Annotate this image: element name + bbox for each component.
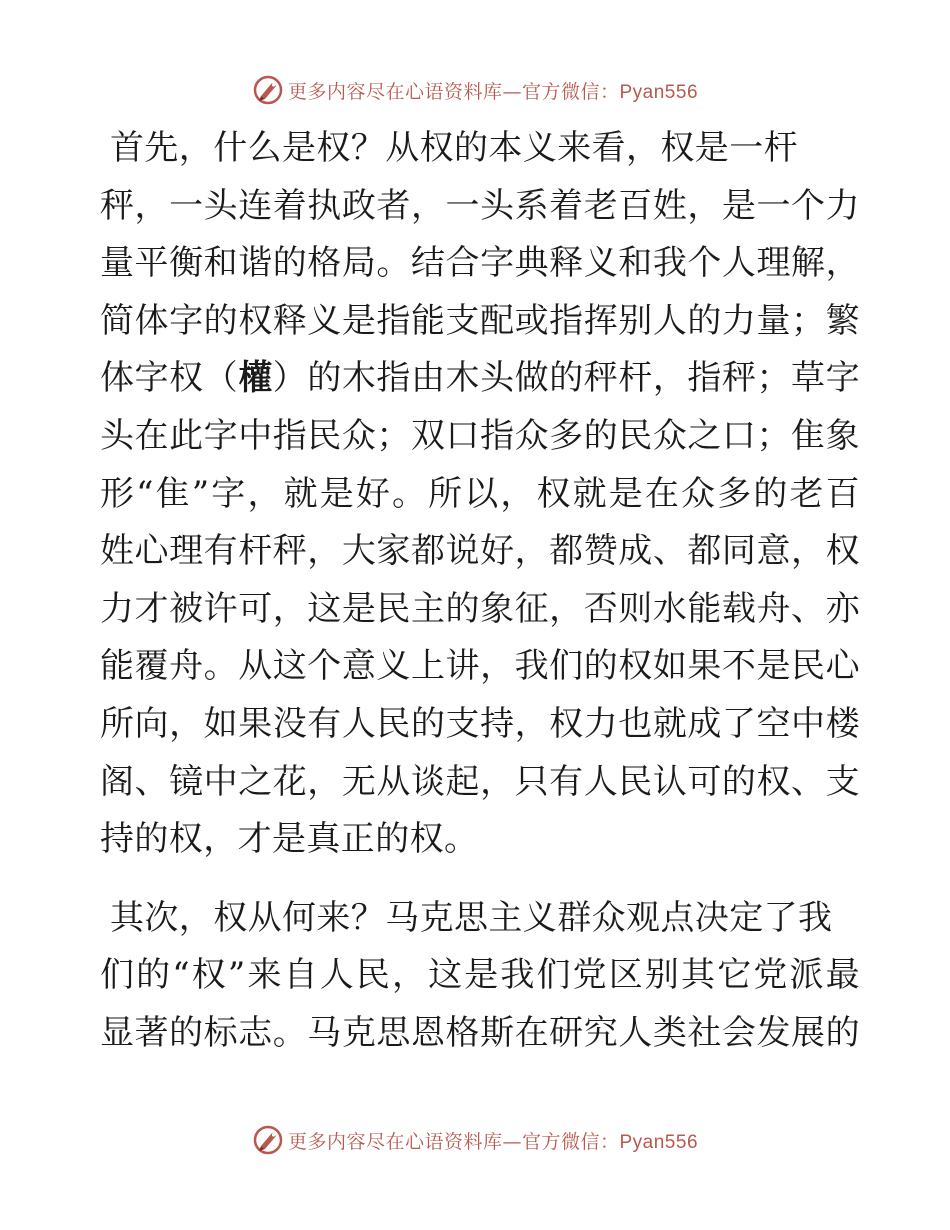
text-line: 姓心理有杆秤，大家都说好，都赞成、都同意，权 xyxy=(100,531,860,572)
watermark-id: Pyan556 xyxy=(619,81,699,103)
watermark-text xyxy=(288,77,698,104)
pen-logo-icon xyxy=(252,74,284,106)
paragraph-2 xyxy=(100,890,860,1063)
text-line xyxy=(100,350,860,408)
document-body xyxy=(100,120,860,1063)
text-line: 头在此字中指民众；双口指众多的民众之口；隹象 xyxy=(100,415,860,456)
text-line: 量平衡和谐的格局。结合字典释义和我个人理解， xyxy=(100,243,860,284)
text-segment: 体字权（ xyxy=(100,358,239,399)
pen-logo-icon xyxy=(252,1124,284,1156)
text-segment: ）的木指由木头做的秤杆，指秤；草字 xyxy=(272,358,860,399)
text-line: 力才被许可，这是民主的象征，否则水能载舟、亦 xyxy=(100,588,860,629)
footer-watermark xyxy=(0,1120,950,1160)
text-line: 们的“权”来自人民，这是我们党区别其它党派最 xyxy=(100,955,860,996)
text-line: 首先，什么是权？从权的本义来看，权是一杆 xyxy=(110,128,798,168)
text-line: 持的权，才是真正的权。 xyxy=(100,819,479,860)
text-line: 阁、镜中之花，无从谈起，只有人民认可的权、支 xyxy=(100,761,860,802)
watermark-label: 更多内容尽在心语资料库—官方微信： xyxy=(287,1130,620,1153)
watermark-text xyxy=(288,1127,698,1154)
text-line: 显著的标志。马克思恩格斯在研究人类社会发展的 xyxy=(100,1012,860,1053)
watermark-id: Pyan556 xyxy=(619,1131,699,1153)
text-line: 能覆舟。从这个意义上讲，我们的权如果不是民心 xyxy=(100,646,860,687)
text-line: 简体字的权释义是指能支配或指挥别人的力量；繁 xyxy=(100,300,860,341)
paragraph-1 xyxy=(100,120,860,869)
text-line: 所向，如果没有人民的支持，权力也就成了空中楼 xyxy=(100,703,860,744)
header-watermark xyxy=(0,70,950,110)
watermark-label: 更多内容尽在心语资料库—官方微信： xyxy=(287,80,620,103)
text-line: 形“隹”字，就是好。所以，权就是在众多的老百 xyxy=(100,473,860,514)
traditional-char: 權 xyxy=(238,358,273,399)
text-line: 秤，一头连着执政者，一头系着老百姓，是一个力 xyxy=(100,185,860,226)
text-line: 其次，权从何来？马克思主义群众观点决定了我 xyxy=(110,897,833,938)
